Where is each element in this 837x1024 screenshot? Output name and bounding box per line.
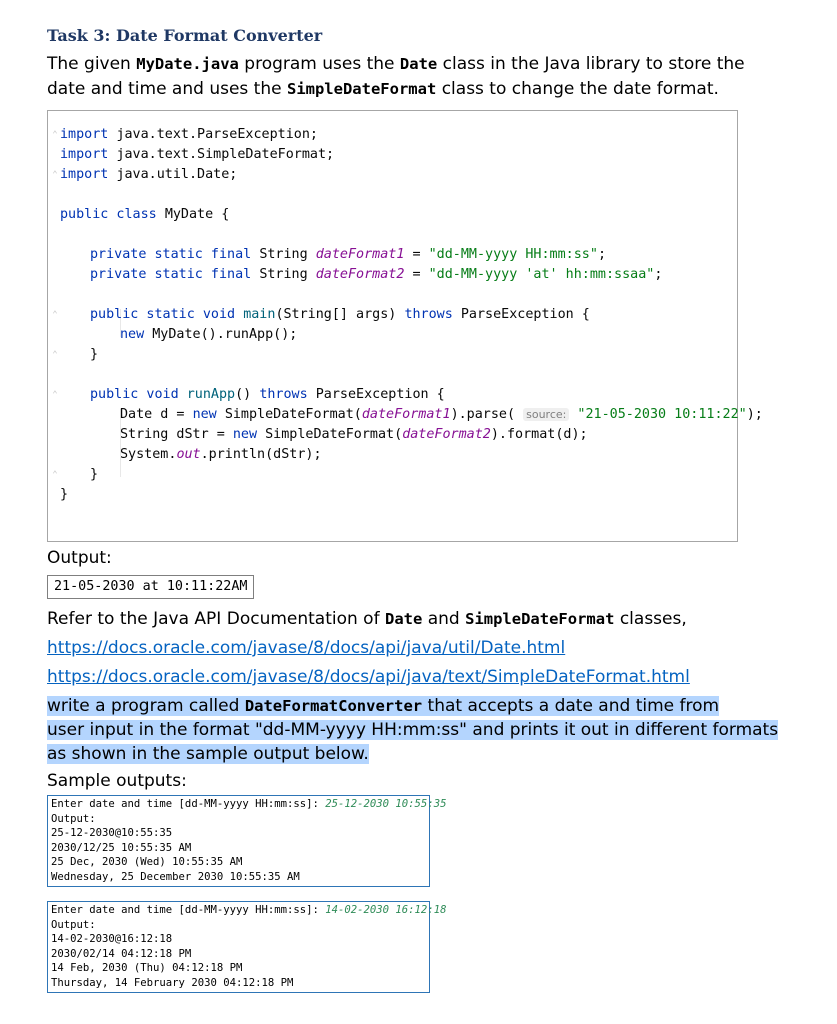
code-line: public static void main(String[] args) throws ParseException { bbox=[90, 307, 590, 322]
sample-prompt: Enter date and time [dd-MM-yyyy HH:mm:ss]: 25-12-2030 10:55:35 bbox=[51, 798, 447, 810]
code-line: new MyDate().runApp(); bbox=[120, 327, 298, 342]
sample-line: Output: bbox=[51, 918, 96, 931]
code-line: public void runApp() throws ParseException { bbox=[90, 387, 445, 402]
date-doc-link[interactable]: https://docs.oracle.com/javase/8/docs/api/java/util/Date.html bbox=[47, 638, 566, 658]
output-value: 21-05-2030 at 10:11:22AM bbox=[47, 575, 254, 599]
sample-line: 25-12-2030@10:55:35 bbox=[51, 827, 173, 840]
code-line: } bbox=[90, 467, 99, 482]
task-title: Task 3: Date Format Converter bbox=[47, 26, 323, 45]
code-line: import java.text.ParseException; bbox=[60, 127, 318, 142]
sample-output-1 bbox=[47, 795, 447, 887]
code-line: public class MyDate { bbox=[60, 207, 230, 222]
sample-line: 14-02-2030@16:12:18 bbox=[51, 933, 173, 946]
instruction-line-2: user input in the format "dd-MM-yyyy HH:mm:ss" and prints it out in different formats bbox=[47, 720, 779, 740]
code-line: } bbox=[60, 487, 69, 502]
mydate-java-code: MyDate.java bbox=[136, 55, 239, 73]
fold-icon: ⌃ bbox=[52, 310, 58, 320]
sample-line: Output: bbox=[51, 812, 96, 825]
sample-line: 2030/02/14 04:12:18 PM bbox=[51, 947, 192, 960]
intro-line-2: date and time and uses the SimpleDateFormat class to change the date format. bbox=[47, 79, 719, 99]
sample-line: 2030/12/25 10:55:35 AM bbox=[51, 841, 192, 854]
fold-icon: ⌃ bbox=[52, 130, 58, 140]
simpledateformat-code: SimpleDateFormat bbox=[286, 80, 437, 98]
intro-line-1: The given MyDate.java program uses the Date class in the Java library to store the bbox=[47, 54, 745, 74]
sample-output-2 bbox=[47, 901, 447, 993]
code-line: System.out.println(dStr); bbox=[120, 447, 322, 462]
parameter-hint: source: bbox=[523, 408, 569, 421]
sample-prompt: Enter date and time [dd-MM-yyyy HH:mm:ss]: 14-02-2030 16:12:18 bbox=[51, 904, 447, 916]
sample-line: Wednesday, 25 December 2030 10:55:35 AM bbox=[51, 870, 300, 883]
fold-icon: ⌃ bbox=[52, 470, 58, 480]
code-snippet bbox=[47, 110, 763, 542]
refer-text: Refer to the Java API Documentation of Date and SimpleDateFormat classes, bbox=[47, 609, 687, 629]
code-line: Date d = new SimpleDateFormat(dateFormat1).parse( source: "21-05-2030 10:11:22"); bbox=[120, 407, 763, 422]
code-line: private static final String dateFormat1 = "dd-MM-yyyy HH:mm:ss"; bbox=[90, 247, 606, 262]
sample-line: 25 Dec, 2030 (Wed) 10:55:35 AM bbox=[51, 856, 243, 869]
simpledateformat-doc-link[interactable]: https://docs.oracle.com/javase/8/docs/api/java/text/SimpleDateFormat.html bbox=[47, 667, 690, 687]
output-label: Output: bbox=[47, 548, 112, 568]
code-line: import java.text.SimpleDateFormat; bbox=[60, 147, 335, 162]
sample-line: 14 Feb, 2030 (Thu) 04:12:18 PM bbox=[51, 962, 243, 975]
instruction-line-3: as shown in the sample output below. bbox=[47, 744, 369, 764]
sample-line: Thursday, 14 February 2030 04:12:18 PM bbox=[51, 976, 294, 989]
fold-icon: ⌃ bbox=[52, 350, 58, 360]
code-line: String dStr = new SimpleDateFormat(dateFormat2).format(d); bbox=[120, 427, 588, 442]
fold-icon: ⌃ bbox=[52, 170, 58, 180]
date-class-code: Date bbox=[399, 55, 438, 73]
code-line: import java.util.Date; bbox=[60, 167, 238, 182]
code-line: private static final String dateFormat2 = "dd-MM-yyyy 'at' hh:mm:ssaa"; bbox=[90, 267, 663, 282]
instruction-line-1: write a program called DateFormatConverter that accepts a date and time from bbox=[47, 696, 720, 716]
sample-outputs-label: Sample outputs: bbox=[47, 771, 187, 791]
code-line: } bbox=[90, 347, 99, 362]
fold-icon: ⌃ bbox=[52, 390, 58, 400]
